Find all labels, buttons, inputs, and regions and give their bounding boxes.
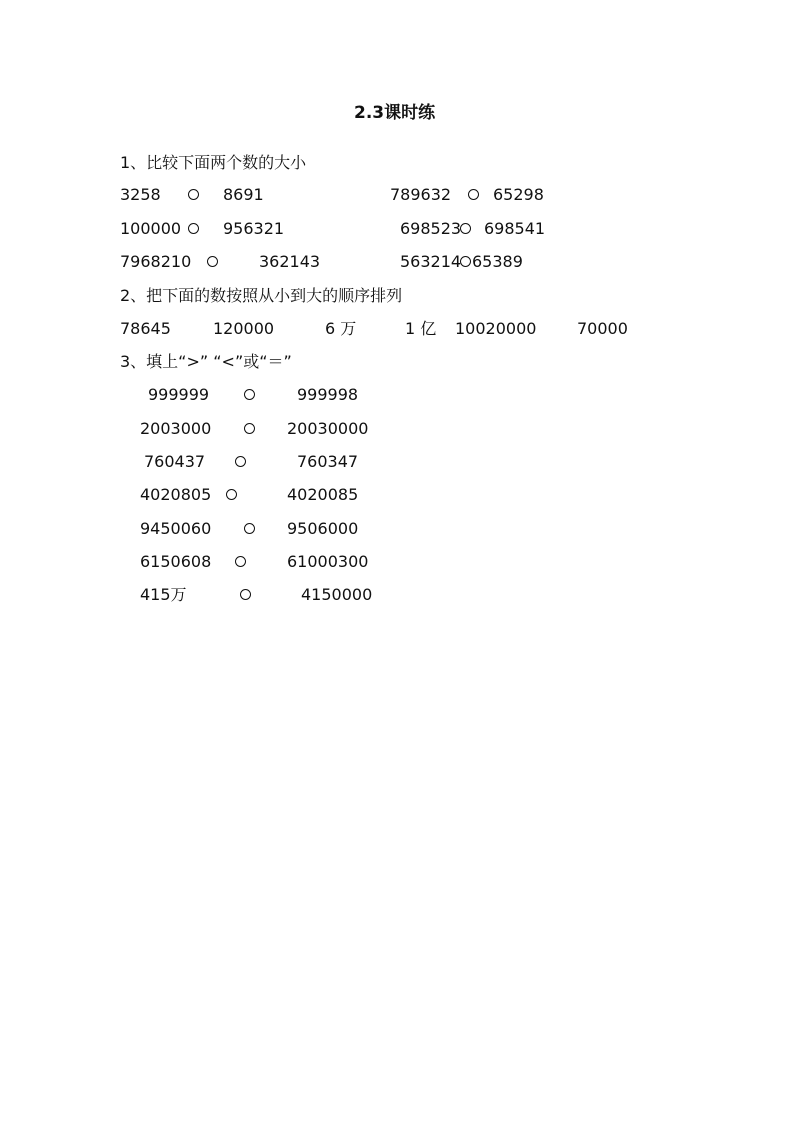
- q3-left-number: 2003000: [140, 419, 212, 438]
- q3-left-number: 760437: [144, 452, 206, 471]
- q3-left-number: 415万: [140, 585, 187, 604]
- q2-number: 70000: [577, 319, 628, 338]
- q3-right-number: 999998: [297, 385, 359, 404]
- q2-number: 10020000: [455, 319, 537, 338]
- compare-circle[interactable]: [207, 256, 218, 267]
- q1-number: 100000: [120, 219, 182, 238]
- compare-circle[interactable]: [468, 189, 479, 200]
- q3-left-number: 4020805: [140, 485, 212, 504]
- compare-circle[interactable]: [460, 256, 471, 267]
- q3-right-number: 9506000: [287, 519, 359, 538]
- q1-number: 698523: [400, 219, 462, 238]
- q2-heading: 2、把下面的数按照从小到大的顺序排列: [120, 286, 403, 305]
- q1-number: 65389: [472, 252, 523, 271]
- compare-circle[interactable]: [235, 456, 246, 467]
- q1-number: 563214: [400, 252, 462, 271]
- q3-left-number: 9450060: [140, 519, 212, 538]
- q1-heading: 1、比较下面两个数的大小: [120, 153, 307, 172]
- compare-circle[interactable]: [244, 523, 255, 534]
- q3-left-number: 999999: [148, 385, 210, 404]
- q3-left-number: 6150608: [140, 552, 212, 571]
- compare-circle[interactable]: [240, 589, 251, 600]
- q1-number: 3258: [120, 185, 161, 204]
- compare-circle[interactable]: [460, 223, 471, 234]
- q3-right-number: 61000300: [287, 552, 369, 571]
- q3-right-number: 20030000: [287, 419, 369, 438]
- q1-number: 789632: [390, 185, 452, 204]
- q2-number: 78645: [120, 319, 171, 338]
- q1-number: 362143: [259, 252, 321, 271]
- q1-number: 956321: [223, 219, 285, 238]
- q3-heading: 3、填上“>” “<”或“＝”: [120, 352, 292, 371]
- compare-circle[interactable]: [244, 389, 255, 400]
- q3-right-number: 4150000: [301, 585, 373, 604]
- q1-number: 65298: [493, 185, 544, 204]
- q1-number: 8691: [223, 185, 264, 204]
- compare-circle[interactable]: [244, 423, 255, 434]
- compare-circle[interactable]: [188, 189, 199, 200]
- q1-number: 7968210: [120, 252, 192, 271]
- q3-right-number: 760347: [297, 452, 359, 471]
- q1-number: 698541: [484, 219, 546, 238]
- q2-number: 1 亿: [405, 319, 437, 338]
- q2-number: 120000: [213, 319, 275, 338]
- q3-right-number: 4020085: [287, 485, 359, 504]
- compare-circle[interactable]: [235, 556, 246, 567]
- page-title: 2.3课时练: [354, 103, 436, 123]
- compare-circle[interactable]: [226, 489, 237, 500]
- q2-number: 6 万: [325, 319, 357, 338]
- compare-circle[interactable]: [188, 223, 199, 234]
